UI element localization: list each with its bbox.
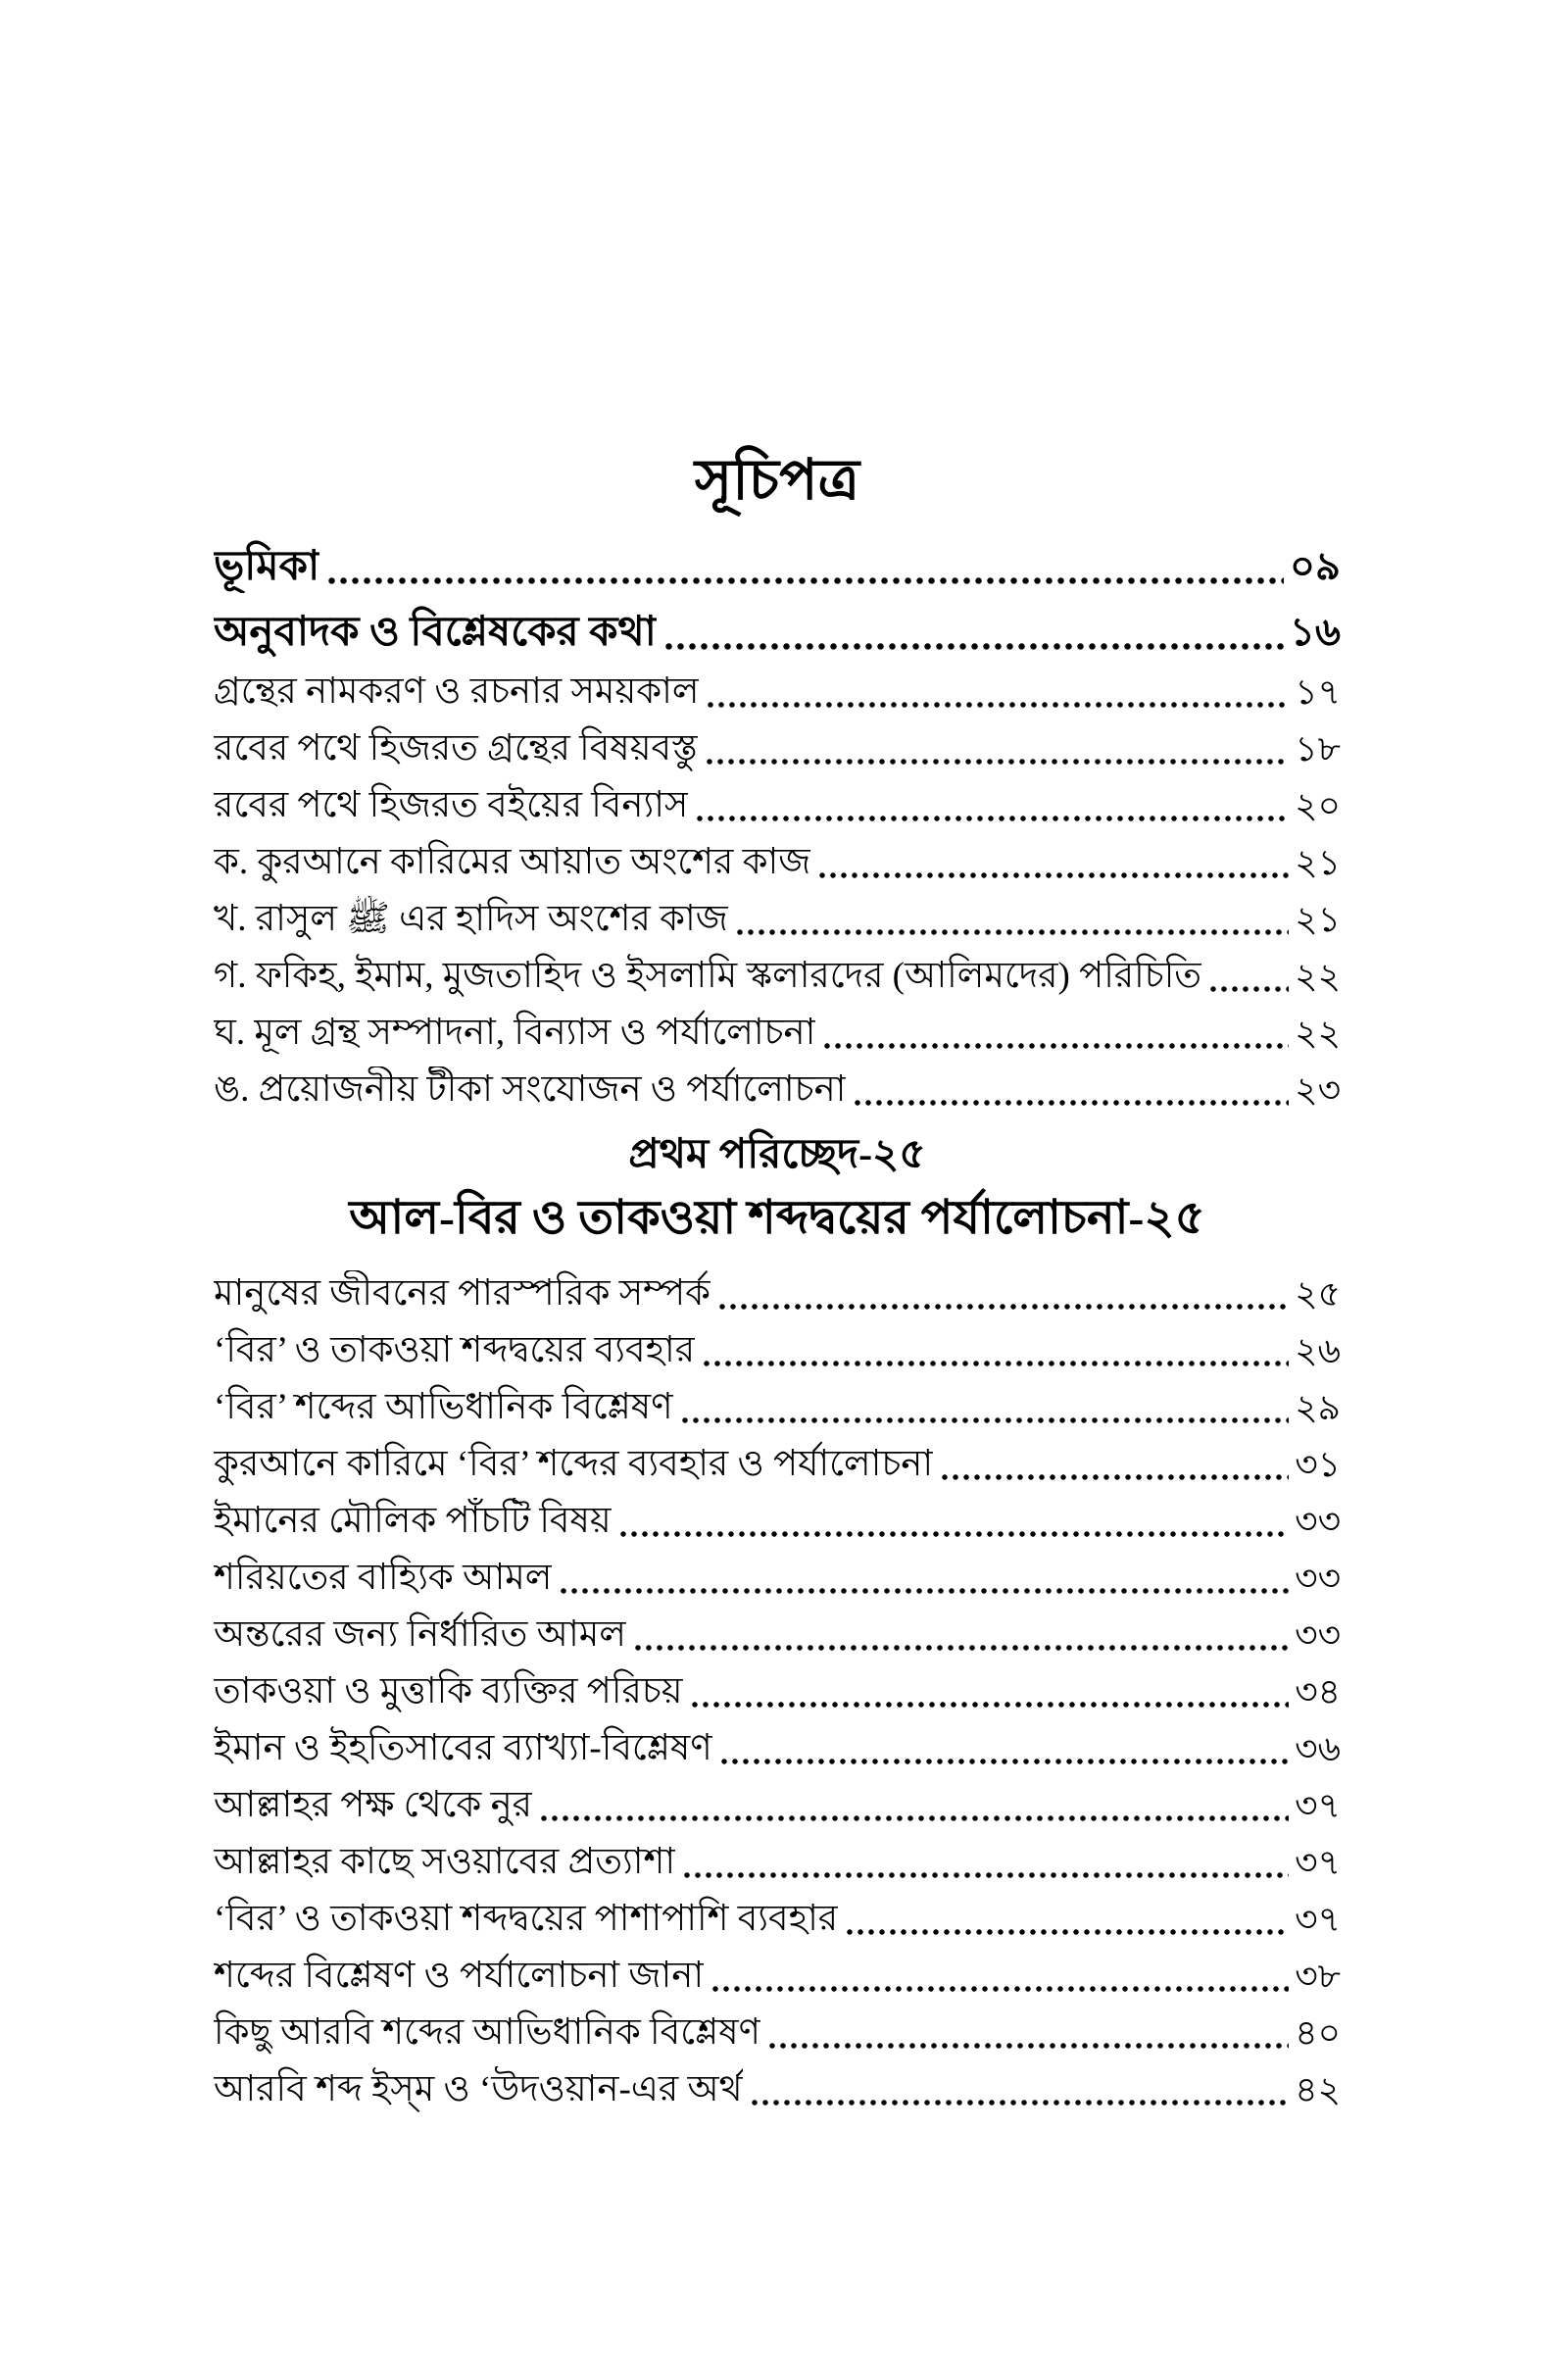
toc-entry	[214, 1943, 1341, 2000]
dot-leader	[691, 1701, 1290, 1709]
toc-entry-label: কুরআনে কারিমে ‘বির’ শব্দের ব্যবহার ও পর্যালোচনা	[214, 1444, 934, 1484]
toc-entry	[214, 1545, 1341, 1602]
toc-entry	[214, 1772, 1341, 1829]
dot-leader	[619, 1530, 1289, 1538]
toc-entry-page: ২৬	[1295, 1331, 1341, 1370]
toc-entry-page: ০৯	[1290, 544, 1341, 588]
toc-entry-page: ৩৭	[1295, 1786, 1341, 1825]
toc-entry-label: ‘বির’ ও তাকওয়া শব্দদ্বয়ের পাশাপাশি ব্যবহার	[214, 1899, 839, 1939]
toc-entry	[214, 943, 1341, 1000]
toc-entry-page: ২৫	[1295, 1274, 1341, 1314]
dot-leader	[681, 1416, 1290, 1424]
dot-leader	[751, 2099, 1290, 2107]
toc-entry-label: আল্লাহর পক্ষ থেকে নুর	[214, 1785, 533, 1825]
toc-entry	[214, 1261, 1341, 1317]
toc-list-front	[214, 527, 1341, 1114]
toc-entry-label: আরবি শব্দ ইস্‌ম ও ‘উদওয়ান-এর অর্থ	[214, 2069, 743, 2109]
toc-entry	[214, 1431, 1341, 1488]
toc-entry-label: মানুষের জীবনের পারস্পরিক সম্পর্ক	[214, 1273, 710, 1314]
dot-leader	[823, 1042, 1289, 1050]
dot-leader	[706, 758, 1290, 766]
toc-entry-page: ৩৮	[1295, 1957, 1341, 1996]
toc-entry	[214, 1488, 1341, 1545]
toc-entry-page: ২০	[1295, 786, 1341, 825]
toc-entry-label: ভূমিকা	[214, 544, 320, 589]
toc-entry-label: ঘ. মূল গ্রন্থ সম্পাদনা, বিন্যাস ও পর্যালোচনা	[214, 1013, 816, 1053]
toc-entry-page: ৩৭	[1295, 1900, 1341, 1939]
toc-entry-page: ৩১	[1295, 1445, 1341, 1484]
toc-entry	[214, 886, 1341, 943]
toc-entry	[214, 1057, 1341, 1114]
toc-entry	[214, 2057, 1341, 2113]
toc-entry	[214, 1602, 1341, 1659]
toc-entry-page: ২৩	[1295, 1070, 1341, 1110]
toc-entry-label: শব্দের বিশ্লেষণ ও পর্যালোচনা জানা	[214, 1956, 705, 1996]
toc-entry-label: শরিয়তের বাহ্যিক আমল	[214, 1558, 553, 1598]
toc-entry-label: ইমানের মৌলিক পাঁচটি বিষয়	[214, 1501, 612, 1541]
toc-entry	[214, 2000, 1341, 2057]
toc-entry	[214, 716, 1341, 772]
toc-entry	[214, 1715, 1341, 1772]
dot-leader	[1209, 985, 1289, 993]
toc-entry	[214, 772, 1341, 829]
dot-leader	[327, 576, 1284, 585]
dot-leader	[634, 1644, 1289, 1652]
toc-entry-label: অনুবাদক ও বিশ্লেষকের কথা	[214, 610, 657, 655]
toc-entry	[214, 1829, 1341, 1886]
toc-entry-label: রবের পথে হিজরত গ্রন্থের বিষয়বস্তু	[214, 728, 698, 769]
toc-entry	[214, 1659, 1341, 1715]
toc-entry-page: ২২	[1295, 957, 1341, 996]
dot-leader	[846, 1928, 1289, 1936]
dot-leader	[696, 815, 1289, 822]
dot-leader	[707, 701, 1289, 709]
page-title: সূচিপত্র	[694, 448, 860, 512]
toc-entry-label: রবের পথে হিজরত বইয়ের বিন্যাস	[214, 785, 689, 825]
toc-entry-label: তাকওয়া ও মুত্তাকি ব্যক্তির পরিচয়	[214, 1671, 683, 1711]
toc-entry-label: ক. কুরআনে কারিমের আয়াত অংশের কাজ	[214, 842, 811, 882]
toc-entry-page: ২৯	[1295, 1388, 1341, 1427]
toc-entry-label: কিছু আরবি শব্দের আভিধানিক বিশ্লেষণ	[214, 2012, 760, 2053]
toc-entry-label: আল্লাহর কাছে সওয়াবের প্রত্যাশা	[214, 1842, 676, 1882]
section-heading-line1: প্রথম পরিচ্ছেদ-২৫	[628, 1132, 926, 1177]
dot-leader	[718, 1303, 1289, 1311]
toc-entry-label: ‘বির’ শব্দের আভিধানিক বিশ্লেষণ	[214, 1387, 673, 1427]
toc-entry	[214, 593, 1341, 659]
toc-entry-page: ৩৩	[1295, 1559, 1341, 1598]
toc-entry-label: ‘বির’ ও তাকওয়া শব্দদ্বয়ের ব্যবহার	[214, 1330, 696, 1370]
toc-entry	[214, 1000, 1341, 1057]
toc-entry-label: খ. রাসুল ﷺ এর হাদিস অংশের কাজ	[214, 899, 728, 939]
dot-leader	[854, 1099, 1289, 1107]
toc-entry-page: ৩৭	[1295, 1843, 1341, 1882]
toc-entry-page: ৩৩	[1295, 1615, 1341, 1655]
toc-entry-label: অন্তরের জন্য নির্ধারিত আমল	[214, 1614, 626, 1655]
toc-entry	[214, 1374, 1341, 1431]
toc-entry-page: ২১	[1295, 843, 1341, 882]
toc-content	[214, 443, 1341, 2113]
dot-leader	[818, 871, 1289, 879]
toc-entry-page: ১৮	[1295, 729, 1341, 769]
toc-entry-label: ইমান ও ইহতিসাবের ব্যাখ্যা-বিশ্লেষণ	[214, 1728, 712, 1768]
toc-entry-label: গ্রন্থের নামকরণ ও রচনার সময়কাল	[214, 671, 700, 712]
dot-leader	[768, 2042, 1289, 2050]
toc-entry-page: ৪০	[1295, 2013, 1341, 2053]
toc-entry-page: ২২	[1295, 1014, 1341, 1053]
toc-entry-page: ১৭	[1295, 672, 1341, 712]
toc-entry-page: ৪২	[1295, 2070, 1341, 2109]
dot-leader	[711, 1985, 1289, 1993]
toc-entry	[214, 527, 1341, 593]
dot-leader	[941, 1473, 1289, 1481]
toc-entry-page: ১৬	[1290, 610, 1341, 654]
dot-leader	[720, 1758, 1289, 1765]
toc-entry-label: গ. ফকিহ, ইমাম, মুজতাহিদ ও ইসলামি স্কলারদের (আলিমদের) পরিচিতি	[214, 956, 1202, 996]
toc-entry	[214, 659, 1341, 716]
dot-leader	[683, 1871, 1289, 1879]
toc-entry-label: ঙ. প্রয়োজনীয় টীকা সংযোজন ও পর্যালোচনা	[214, 1069, 847, 1110]
toc-entry	[214, 829, 1341, 886]
dot-leader	[736, 928, 1289, 936]
toc-entry-page: ৩৪	[1295, 1672, 1341, 1711]
toc-list-chapter	[214, 1261, 1341, 2113]
dot-leader	[540, 1814, 1289, 1822]
section-heading-line2: আল-বির ও তাকওয়া শব্দদ্বয়ের পর্যালোচনা-২৫	[349, 1192, 1205, 1244]
dot-leader	[664, 642, 1284, 651]
toc-entry-page: ৩৬	[1295, 1729, 1341, 1768]
toc-entry	[214, 1886, 1341, 1943]
toc-entry-page: ৩৩	[1295, 1502, 1341, 1541]
toc-entry	[214, 1317, 1341, 1374]
dot-leader	[560, 1587, 1289, 1595]
toc-entry-page: ২১	[1295, 900, 1341, 939]
dot-leader	[703, 1360, 1289, 1367]
